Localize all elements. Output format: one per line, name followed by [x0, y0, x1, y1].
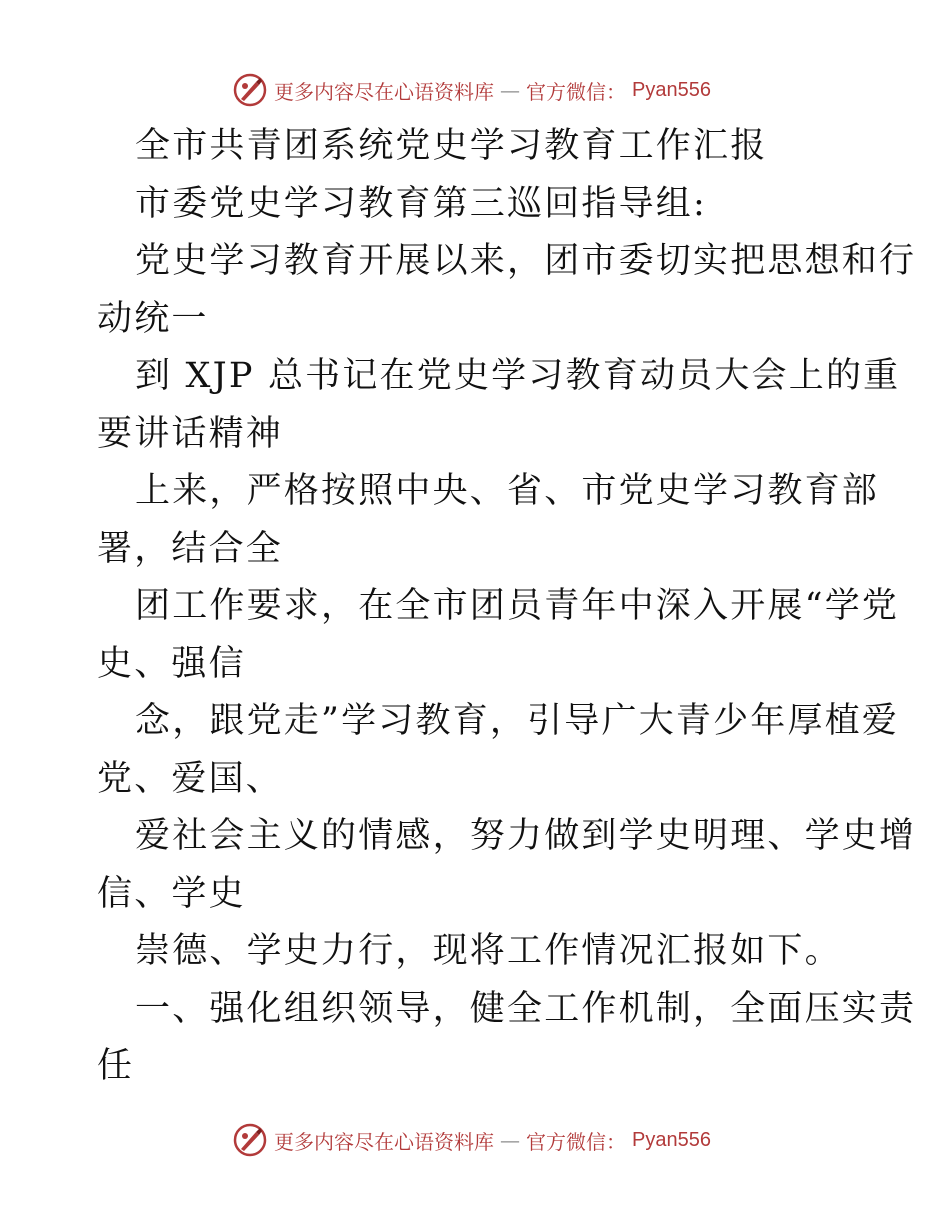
paragraph-line: 崇德、学史力行，现将工作情况汇报如下。: [135, 931, 842, 971]
banner-separator: —: [500, 1128, 520, 1152]
paragraph-line: 念，跟党走”学习教育，引导广大青少年厚植爱: [135, 701, 900, 741]
paragraph-line: 爱社会主义的情感，努力做到学史明理、学史增: [135, 816, 917, 856]
banner-text: 更多内容尽在心语资料库: [274, 1129, 494, 1154]
wechat-id: Pyan556: [632, 78, 711, 101]
paragraph-line: 党史学习教育开展以来，团市委切实把思想和行: [135, 241, 917, 281]
paragraph-line: 署，结合全: [97, 528, 284, 569]
quill-pen-logo-icon: [232, 1122, 268, 1158]
banner-text: 更多内容尽在心语资料库: [274, 79, 494, 104]
paragraph-line: 团工作要求，在全市团员青年中深入开展“学党: [135, 586, 900, 626]
paragraph-line: 信、学史: [97, 873, 246, 914]
wechat-id: Pyan556: [632, 1128, 711, 1151]
section-heading-continuation: 任: [97, 1046, 135, 1086]
paragraph-line: 到 XJP 总书记在党史学习教育动员大会上的重: [135, 356, 901, 396]
quill-pen-logo-icon: [232, 72, 268, 108]
banner-separator: —: [500, 78, 520, 102]
document-body: [97, 118, 917, 1096]
paragraph-line: 党、爱国、: [97, 758, 284, 799]
paragraph-line: 动统一: [97, 298, 209, 339]
section-heading: 一、强化组织领导，健全工作机制，全面压实责: [135, 988, 917, 1029]
header-banner: [232, 70, 711, 110]
document-title: 全市共青团系统党史学习教育工作汇报: [135, 126, 768, 166]
paragraph-line: 史、强信: [97, 643, 246, 684]
paragraph-line: 要讲话精神: [97, 413, 284, 454]
footer-banner: [232, 1120, 711, 1160]
wechat-label: 官方微信：: [526, 79, 626, 104]
salutation: 市委党史学习教育第三巡回指导组:: [135, 183, 707, 224]
paragraph-line: 上来，严格按照中央、省、市党史学习教育部: [135, 471, 880, 511]
wechat-label: 官方微信：: [526, 1129, 626, 1154]
